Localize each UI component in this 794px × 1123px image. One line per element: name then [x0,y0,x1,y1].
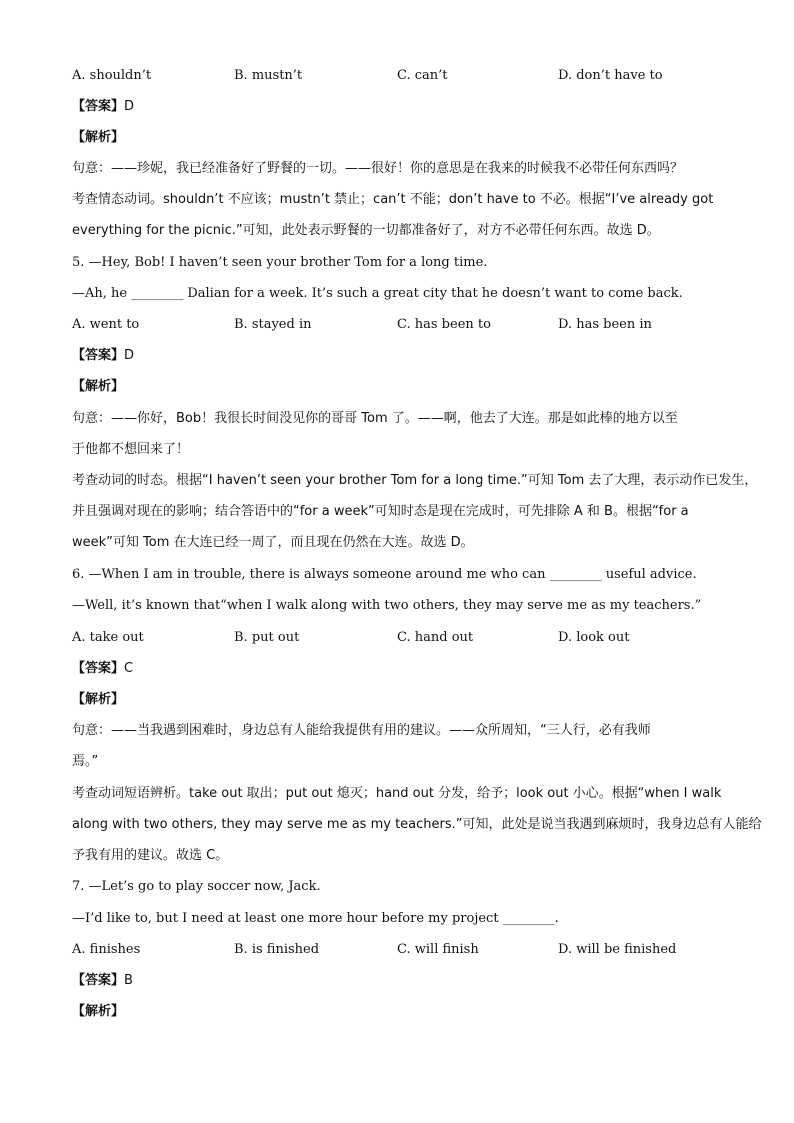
q5-options [72,315,732,335]
q5-analysis-line: 考查动词的时态。根据“I haven’t seen your brother Tom for a long time.”可知 Tom 去了大理，表示动作已发生， [72,473,758,488]
q6-analysis-line: along with two others, they may serve me as my teachers.”可知，此处是说当我遇到麻烦时，我身边总有人能给 [72,817,762,832]
q7-stem: —I’d like to, but I need at least one more hour before my project ________. [72,911,559,926]
q6-option-d: D. look out [558,630,630,645]
q5-analysis-line: week”可知 Tom 在大连已经一周了，而且现在仍然在大连。故选 D。 [72,535,474,550]
q5-analysis-tag: 【解析】 [72,379,125,394]
answer-tag: 【答案】 [72,661,125,676]
answer-tag: 【答案】 [72,99,125,114]
q6-option-c: C. hand out [397,630,474,645]
q6-analysis-line: 予我有用的建议。故选 C。 [72,848,229,863]
q7-analysis-tag: 【解析】 [72,1004,125,1019]
q6-analysis-tag: 【解析】 [72,692,125,707]
q6-option-a: A. take out [72,630,144,645]
answer-value: D [124,348,135,363]
q6-analysis-line: 焉。” [72,754,99,769]
q5-stem: —Ah, he ________ Dalian for a week. It’s such a great city that he doesn’t want to come back. [72,286,683,301]
q7-option-a: A. finishes [72,942,141,957]
q5-answer [72,346,134,366]
q7-option-b: B. is finished [234,942,320,957]
q4-analysis-line: 考查情态动词。shouldn’t 不应该；mustn’t 禁止；can’t 不能；don’t have to 不必。根据“I’ve already got [72,192,714,207]
q5-option-d: D. has been in [558,317,652,332]
q4-options [72,66,732,86]
answer-value: B [124,973,133,988]
q6-analysis-line: 考查动词短语辨析。take out 取出；put out 熄灭；hand out 分发，给予；look out 小心。根据“when I walk [72,786,722,801]
q7-option-c: C. will finish [397,942,479,957]
answer-tag: 【答案】 [72,973,125,988]
q4-option-b: B. mustn’t [234,68,303,83]
q4-option-d: D. don’t have to [558,68,663,83]
q6-option-b: B. put out [234,630,300,645]
q4-option-a: A. shouldn’t [72,68,152,83]
q5-option-a: A. went to [72,317,140,332]
q4-analysis-line: everything for the picnic.”可知，此处表示野餐的一切都准备好了，对方不必带任何东西。故选 D。 [72,223,660,238]
q7-answer [72,971,133,991]
answer-value: D [124,99,135,114]
q6-answer [72,659,133,679]
q5-analysis-line: 句意：——你好，Bob！我很长时间没见你的哥哥 Tom 了。——啊，他去了大连。那是如此棒的地方以至 [72,411,678,426]
q5-stem: 5. —Hey, Bob! I haven’t seen your brother Tom for a long time. [72,255,488,270]
answer-tag: 【答案】 [72,348,125,363]
q6-stem: 6. —When I am in trouble, there is always someone around me who can ________ useful advice. [72,567,697,582]
q5-option-c: C. has been to [397,317,491,332]
q5-analysis-line: 于他都不想回来了！ [72,442,190,457]
q4-analysis-line: 句意：——珍妮，我已经准备好了野餐的一切。——很好！你的意思是在我来的时候我不必带任何东西吗？ [72,161,684,176]
q6-analysis-line: 句意：——当我遇到困难时，身边总有人能给我提供有用的建议。——众所周知，“三人行，必有我师 [72,723,651,738]
q6-options [72,628,732,648]
q4-answer [72,97,134,117]
q5-option-b: B. stayed in [234,317,312,332]
q6-stem: —Well, it’s known that“when I walk along with two others, they may serve me as my teachers.” [72,598,702,613]
answer-value: C [124,661,134,676]
q4-analysis-tag: 【解析】 [72,130,125,145]
q7-stem: 7. —Let’s go to play soccer now, Jack. [72,879,321,894]
q4-option-c: C. can’t [397,68,448,83]
q7-options [72,940,732,960]
q5-analysis-line: 并且强调对现在的影响；结合答语中的“for a week”可知时态是现在完成时，可先排除 A 和 B。根据“for a [72,504,689,519]
q7-option-d: D. will be finished [558,942,677,957]
